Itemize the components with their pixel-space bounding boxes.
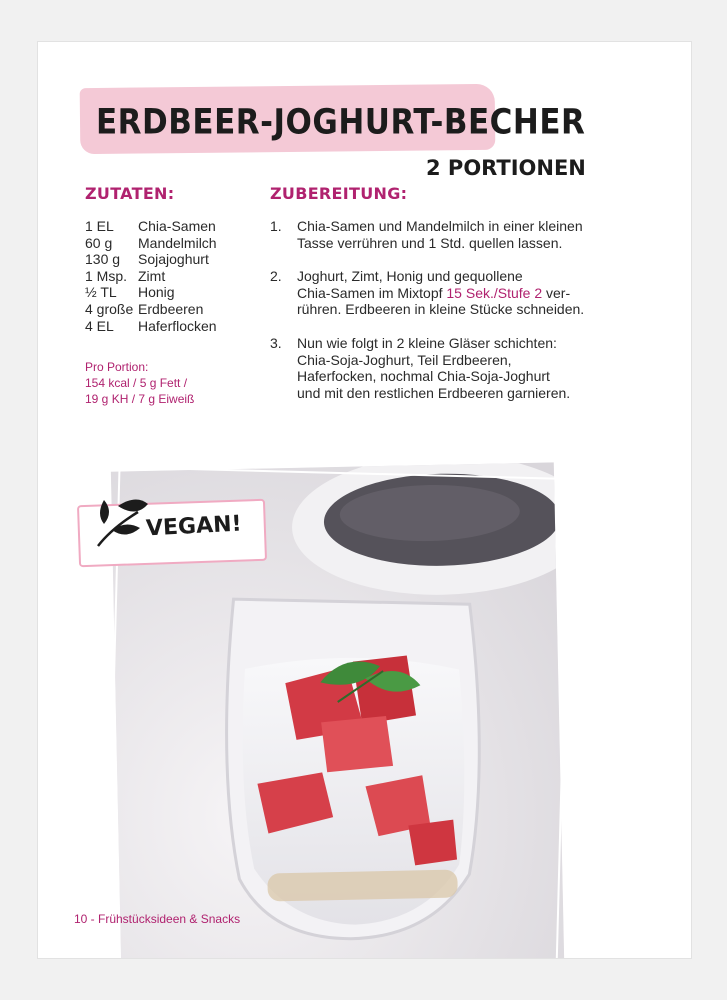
recipe-page bbox=[38, 42, 691, 958]
ingredient-name: Erdbeeren bbox=[138, 300, 204, 317]
step-line: Nun wie folgt in 2 kleine Gläser schichten: bbox=[297, 334, 557, 351]
recipe-title: ERDBEER-JOGHURT-BECHER bbox=[96, 102, 586, 143]
ingredient-row bbox=[85, 284, 217, 301]
step-text bbox=[297, 335, 640, 401]
ingredient-qty: 4 EL bbox=[85, 317, 114, 334]
portions-label: 2 PORTIONEN bbox=[426, 156, 586, 180]
step-item bbox=[270, 218, 640, 251]
page-footer: 10 - Frühstücksideen & Snacks bbox=[74, 912, 241, 926]
preparation-steps bbox=[270, 218, 640, 418]
step-number: 2. bbox=[270, 268, 282, 285]
step-line: rühren. Erdbeeren in kleine Stücke schneiden. bbox=[297, 301, 585, 318]
nutrition-line: 154 kcal / 5 g Fett / bbox=[85, 376, 188, 390]
ingredient-row bbox=[85, 268, 217, 285]
leaf-sprig-icon bbox=[92, 490, 150, 550]
nutrition-line: 19 g KH / 7 g Eiweiß bbox=[85, 392, 195, 406]
step-line-part: Chia-Samen im Mixtopf bbox=[297, 284, 447, 301]
step-text bbox=[297, 268, 640, 318]
step-item bbox=[270, 268, 640, 318]
step-line-part: ver- bbox=[542, 284, 571, 301]
ingredients-heading: ZUTATEN: bbox=[85, 184, 175, 203]
nutrition-label: Pro Portion: bbox=[85, 360, 149, 374]
ingredient-row bbox=[85, 318, 217, 335]
step-item bbox=[270, 335, 640, 401]
ingredient-qty: 1 Msp. bbox=[85, 267, 128, 284]
ingredient-name: Zimt bbox=[138, 267, 166, 284]
ingredient-name: Sojajoghurt bbox=[138, 251, 209, 268]
ingredient-name: Mandelmilch bbox=[138, 234, 217, 251]
ingredient-qty: 60 g bbox=[85, 234, 113, 251]
vegan-badge bbox=[78, 490, 264, 564]
ingredient-name: Chia-Samen bbox=[138, 218, 216, 234]
nutrition-info bbox=[85, 359, 194, 407]
step-line: Joghurt, Zimt, Honig und gequollene bbox=[297, 268, 523, 285]
step-line bbox=[297, 285, 640, 302]
ingredient-row bbox=[85, 251, 217, 268]
vegan-label: VEGAN! bbox=[145, 511, 243, 542]
step-number: 1. bbox=[270, 218, 282, 234]
ingredient-row bbox=[85, 301, 217, 318]
step-line: Haferfocken, nochmal Chia-Soja-Joghurt bbox=[297, 368, 550, 385]
ingredient-name: Haferflocken bbox=[138, 317, 217, 334]
thermomix-setting: 15 Sek./Stufe 2 bbox=[446, 284, 543, 301]
ingredient-qty: 1 EL bbox=[85, 218, 114, 234]
ingredient-qty: 4 große bbox=[85, 300, 134, 317]
step-line: und mit den restlichen Erdbeeren garnieren. bbox=[297, 384, 571, 401]
ingredient-qty: 130 g bbox=[85, 251, 121, 268]
ingredient-qty: ½ TL bbox=[85, 284, 117, 301]
step-line: Chia-Samen und Mandelmilch in einer kleinen bbox=[297, 218, 583, 234]
step-line: Chia-Soja-Joghurt, Teil Erdbeeren, bbox=[297, 351, 512, 368]
preparation-heading: ZUBEREITUNG: bbox=[270, 184, 408, 203]
step-text bbox=[297, 218, 640, 251]
ingredients-list bbox=[85, 218, 217, 334]
step-line: Tasse verrühren und 1 Std. quellen lassen. bbox=[297, 234, 563, 251]
step-number: 3. bbox=[270, 334, 282, 351]
ingredient-row bbox=[85, 218, 217, 235]
ingredient-name: Honig bbox=[138, 284, 175, 301]
ingredient-row bbox=[85, 235, 217, 252]
